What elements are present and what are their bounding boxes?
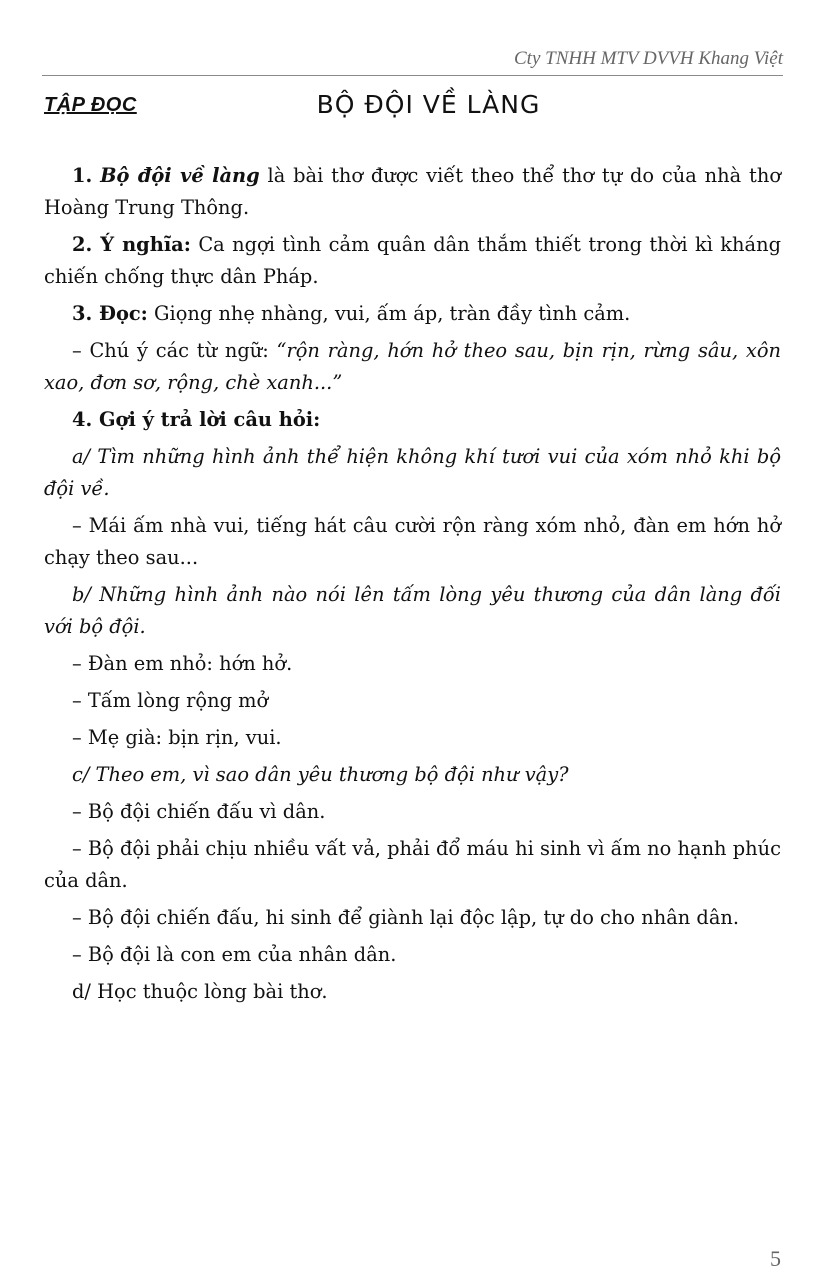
page-header [42,48,783,76]
vocabulary-quote: “rộn ràng, hớn hở theo sau, bịn rịn, rừng sâu, xôn xao, đơn sơ, rộng, chè xanh...” [44,339,781,394]
question-c: c/ Theo em, vì sao dân yêu thương bộ đội như vậy? [72,763,569,786]
page-number: 5 [770,1246,781,1271]
item-d: d/ Học thuộc lòng bài thơ. [72,980,328,1003]
paragraph-reading [44,298,781,330]
answer-b-1: – Đàn em nhỏ: hớn hở. [72,652,293,675]
meaning-heading: 2. Ý nghĩa: [72,233,191,256]
answer-c-2: – Bộ đội phải chịu nhiều vất vả, phải đổ máu hi sinh vì ấm no hạnh phúc của dân. [44,837,781,892]
answer-c-4: – Bộ đội là con em của nhân dân. [72,943,397,966]
reading-heading: 3. Đọc: [72,302,148,325]
paragraph-questions-heading [44,404,781,436]
document-body [44,160,781,1013]
intro-text: là bài thơ được viết theo thể thơ tự do của nhà thơ Hoàng Trung Thông. [44,164,781,219]
item-number: 1. [72,164,93,187]
poem-title: Bộ đội về làng [100,164,260,187]
question-a: a/ Tìm những hình ảnh thể hiện không khí tươi vui của xóm nhỏ khi bộ đội về. [44,445,781,500]
publisher-name: Cty TNHH MTV DVVH Khang Việt [514,48,783,69]
vocabulary-lead: – Chú ý các từ ngữ: [72,339,277,362]
answer-c-3: – Bộ đội chiến đấu, hi sinh để giành lại độc lập, tự do cho nhân dân. [72,906,740,929]
meaning-text: Ca ngợi tình cảm quân dân thắm thiết trong thời kì kháng chiến chống thực dân Pháp. [44,233,781,288]
question-b: b/ Những hình ảnh nào nói lên tấm lòng yêu thương của dân làng đối với bộ đội. [44,583,781,638]
answer-a: – Mái ấm nhà vui, tiếng hát câu cười rộn ràng xóm nhỏ, đàn em hớn hở chạy theo sau... [44,514,781,569]
paragraph-vocabulary [44,335,781,399]
questions-heading: 4. Gợi ý trả lời câu hỏi: [72,408,321,431]
answer-b-2: – Tấm lòng rộng mở [72,689,269,712]
answer-b-3: – Mẹ già: bịn rịn, vui. [72,726,282,749]
paragraph-meaning [44,229,781,293]
title-row [44,90,783,130]
paragraph-intro [44,160,781,224]
answer-c-1: – Bộ đội chiến đấu vì dân. [72,800,326,823]
section-label: TẬP ĐỌC [44,94,137,116]
page-title: BỘ ĐỘI VỀ LÀNG [316,90,541,119]
reading-text: Giọng nhẹ nhàng, vui, ấm áp, tràn đầy tình cảm. [147,302,631,325]
